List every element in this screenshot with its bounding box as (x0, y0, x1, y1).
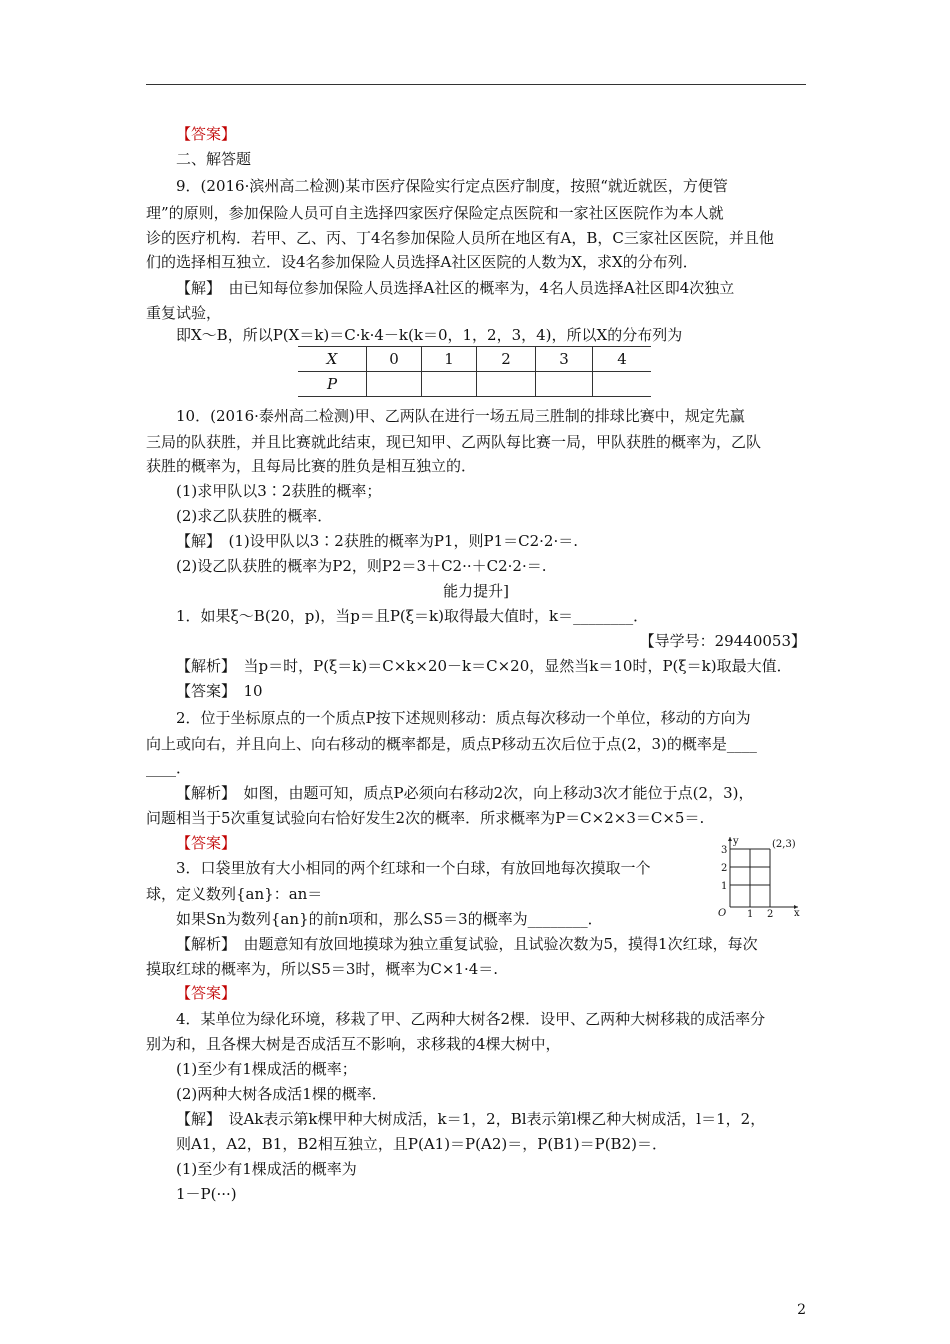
table-row (298, 372, 651, 397)
answer-line: 【答案】 10 (176, 682, 263, 700)
page-number: 2 (797, 1302, 806, 1318)
text-line: 3．口袋里放有大小相同的两个红球和一个白球，有放回地每次摸取一个 (176, 859, 651, 877)
table-cell: P (298, 372, 367, 397)
x-axis-label: x (794, 908, 800, 917)
answer-label: 【答案】 (176, 834, 237, 852)
text-line: 1－P(···) (176, 1185, 237, 1203)
grid-lines (730, 849, 770, 907)
analysis-line: 【解析】 由题意知有放回地摸球为独立重复试验，且试验次数为5，摸得1次红球，每次 (176, 935, 758, 953)
text-line: 4．某单位为绿化环境，移栽了甲、乙两种大树各2棵．设甲、乙两种大树移栽的成活率分 (176, 1010, 766, 1028)
solution-line: 【解】 (1)设甲队以3∶2获胜的概率为P1，则P1＝C2·2·＝. (176, 532, 578, 550)
text-line: 摸取红球的概率为，所以S5＝3时，概率为C×1·4＝. (146, 960, 499, 978)
text-line: 问题相当于5次重复试验向右恰好发生2次的概率．所求概率为P＝C×2×3＝C×5＝. (146, 809, 705, 827)
text-line: 则A1，A2，B1，B2相互独立，且P(A1)＝P(A2)＝，P(B1)＝P(B2)＝． (176, 1135, 667, 1153)
text-line: 9．(2016·滨州高二检测)某市医疗保险实行定点医疗制度，按照“就近就医，方便管 (176, 177, 728, 195)
text-line: (2)两种大树各成活1棵的概率． (176, 1085, 387, 1103)
text-line: 重复试验， (146, 304, 222, 322)
text-line: 理”的原则，参加保险人员可自主选择四家医疗保险定点医院和一家社区医院作为本人就 (146, 204, 724, 222)
table-cell: 1 (422, 347, 477, 372)
analysis-line: 【解析】 当p＝时，P(ξ＝k)＝C×k×20－k＝C×20，显然当k＝10时，P(ξ＝k)取最大值． (176, 657, 792, 675)
text-line: 三局的队获胜，并且比赛就此结束，现已知甲、乙两队每比赛一局，甲队获胜的概率为，乙队 (146, 433, 762, 451)
table-cell (536, 372, 593, 397)
y-axis-arrow (728, 837, 732, 841)
table-cell (422, 372, 477, 397)
text-line: (1)至少有1棵成活的概率为 (176, 1160, 357, 1178)
text-line: 2．位于坐标原点的一个质点P按下述规则移动：质点每次移动一个单位，移动的方向为 (176, 709, 751, 727)
answer-label: 【答案】 (176, 125, 237, 143)
origin-label: O (718, 908, 727, 917)
y-axis-label: y (733, 836, 739, 847)
table-cell (477, 372, 536, 397)
table-cell: 4 (593, 347, 652, 372)
distribution-table (298, 346, 651, 397)
text-line: ____． (146, 759, 192, 777)
text-line: (1)至少有1棵成活的概率； (176, 1060, 357, 1078)
text-line: 1．如果ξ～B(20，p)，当p＝且P(ξ＝k)取得最大值时，k＝________． (176, 607, 649, 625)
text-line: 获胜的概率为，且每局比赛的胜负是相互独立的． (146, 457, 477, 475)
text-line: 即X～B，所以P(X＝k)＝C·k·4－k(k＝0，1，2，3，4)，所以X的分布列为 (176, 326, 683, 344)
table-cell: 0 (367, 347, 422, 372)
y-tick-label: 3 (721, 845, 728, 856)
text-line: 向上或向右，并且向上、向右移动的概率都是，质点P移动五次后位于点(2，3)的概率是____ (146, 735, 757, 753)
lattice-grid-figure (710, 833, 802, 917)
analysis-line: 【解析】 如图，由题可知，质点P必须向右移动2次，向上移动3次才能位于点(2，3)， (176, 784, 754, 802)
y-tick-label: 1 (721, 881, 728, 892)
solution-line: 【解】 设Ak表示第k棵甲种大树成活，k＝1，2，Bl表示第l棵乙种大树成活，l＝1，2， (176, 1110, 766, 1128)
header-rule (146, 84, 806, 85)
table-cell (367, 372, 422, 397)
text-line: (1)求甲队以3∶2获胜的概率； (176, 482, 382, 500)
y-tick-label: 2 (721, 863, 728, 874)
text-line: 诊的医疗机构．若甲、乙、丙、丁4名参加保险人员所在地区有A，B，C三家社区医院，并且他 (146, 229, 774, 247)
text-line: 别为和，且各棵大树是否成活互不影响，求移栽的4棵大树中， (146, 1035, 561, 1053)
table-cell: 2 (477, 347, 536, 372)
text-line: (2)求乙队获胜的概率． (176, 507, 333, 525)
text-line: (2)设乙队获胜的概率为P2，则P2＝3＋C2··＋C2·2·＝. (176, 557, 547, 575)
section-heading: 能力提升] (443, 582, 509, 600)
answer-label: 【答案】 (176, 984, 237, 1002)
point-label: (2,3) (772, 839, 796, 850)
text-line: 们的选择相互独立．设4名参加保险人员选择A社区医院的人数为X，求X的分布列． (146, 253, 698, 271)
x-tick-label: 1 (747, 909, 754, 917)
text-line: 10．(2016·泰州高二检测)甲、乙两队在进行一场五局三胜制的排球比赛中，规定先赢 (176, 407, 745, 425)
text-line: 如果Sn为数列{an}的前n项和，那么S5＝3的概率为________． (176, 910, 603, 928)
text-line: 球，定义数列{an}：an＝ (146, 885, 323, 903)
guide-number: 【导学号：29440053】 (639, 632, 806, 650)
table-cell (593, 372, 652, 397)
table-cell: X (298, 347, 367, 372)
section-heading: 二、解答题 (176, 150, 252, 168)
table-cell: 3 (536, 347, 593, 372)
solution-line: 【解】 由已知每位参加保险人员选择A社区的概率为，4名人员选择A社区即4次独立 (176, 279, 735, 297)
table-row (298, 347, 651, 372)
x-tick-label: 2 (767, 909, 774, 917)
